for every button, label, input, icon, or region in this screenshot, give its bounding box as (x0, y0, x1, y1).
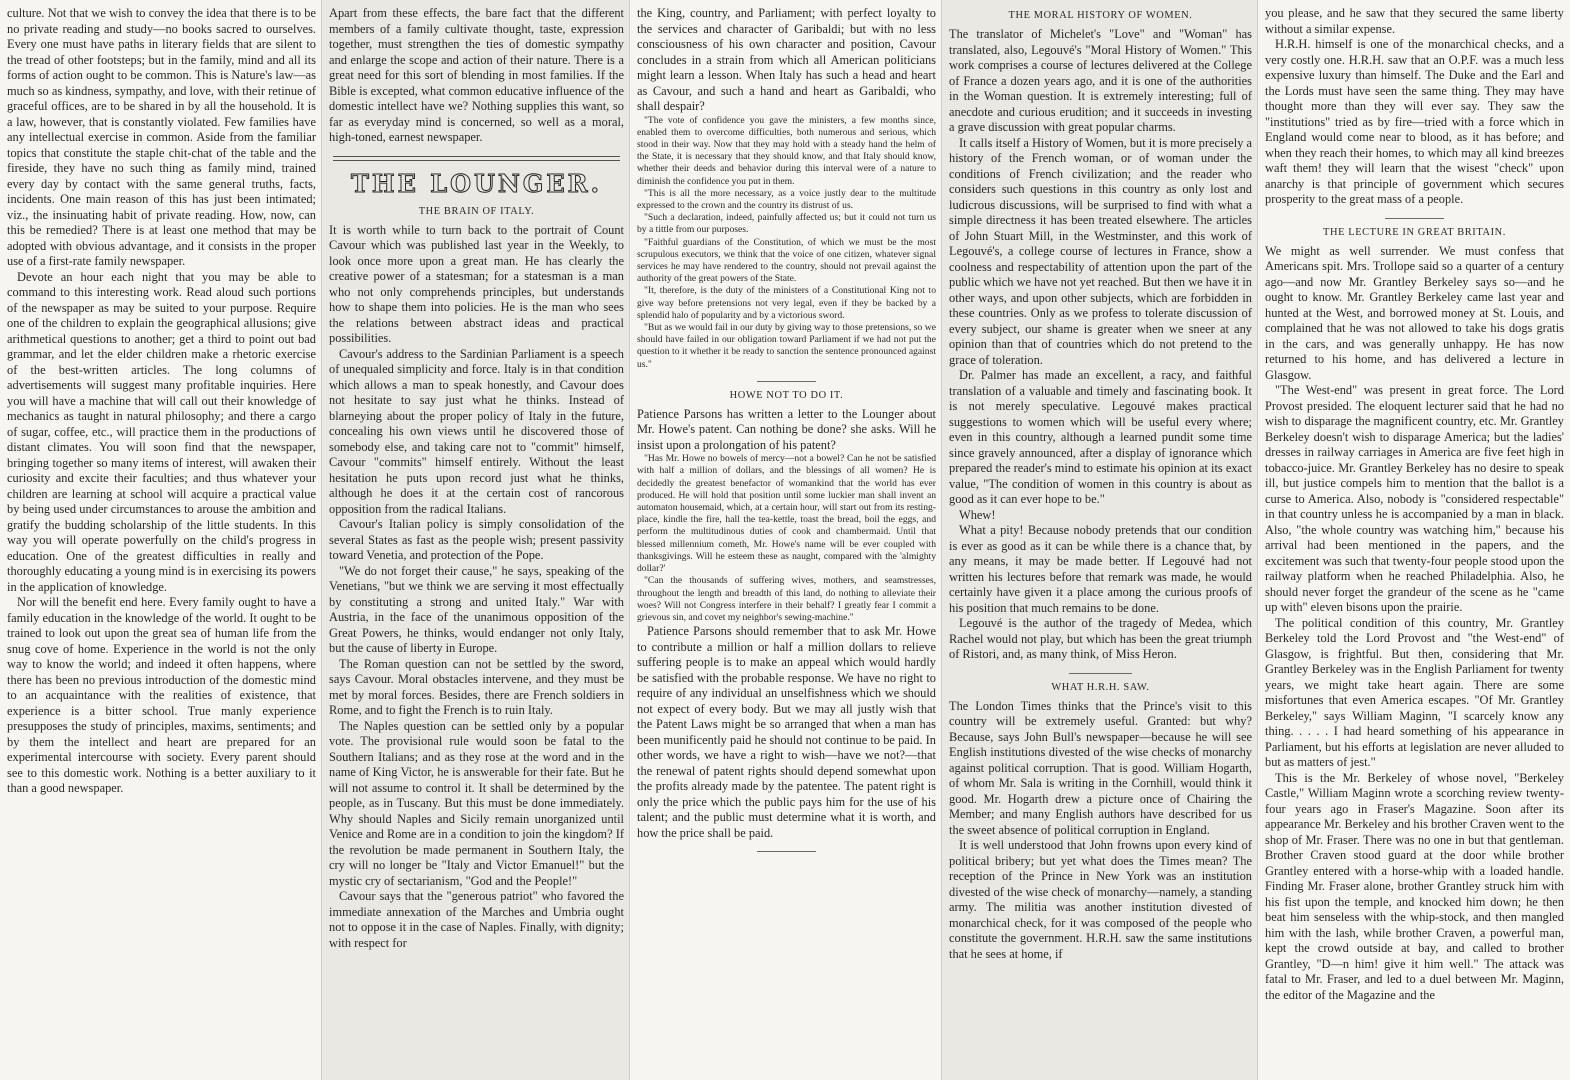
paragraph: H.R.H. himself is one of the monarchical checks, and a very costly one. H.R.H. saw that an O.P.F. was a much less expensive luxury than himself. The Duke and the Earl and the Lords must have seen the same thing. They may have thought more than they will ever say. They saw the "institutions" tried as by fire—tried with a force which in England would come near to blood, as it has before; and when they reach their homes, to which may all kind breezes waft them! they will learn that the wisest "check" upon anarchy is that principle of government which secures prosperity to the great mass of a people. (1265, 37, 1564, 206)
article-heading: THE BRAIN OF ITALY. (418, 205, 535, 217)
column-2 (322, 0, 630, 1080)
quote-paragraph: "Can the thousands of suffering wives, mothers, and seamstresses, throughout the length and breadth of this land, do nothing to alleviate their woes? Will not Congress interfere in their behalf? I greatly fear I commit a grievous sin, and covet my neighbor's sewing-machine." (637, 575, 936, 623)
paragraph: The Roman question can not be settled by the sword, says Cavour. Moral obstacles intervene, and they must be met by moral forces. Besides, there are French soldiers in Rome, and to fight the French is to ruin Italy. (329, 656, 624, 717)
quote-paragraph: "The vote of confidence you gave the ministers, a few months since, enabled them to overcome difficulties, both numerous and serious, which stood in their way. Now that they may hold with a steady hand the helm of the State, it is necessary that they should know, and that Italy should know, whether their deeds and behavior during this interval were of a nature to diminish the confidence you put in them. (637, 114, 936, 187)
paragraph: Whew! (959, 507, 996, 522)
paragraph: Cavour says that the "generous patriot" who favored the immediate annexation of the Marches and Umbria ought not to oppose it in the case of Naples. Finally, with dignity; with respect for (329, 889, 624, 950)
section-masthead: THE LOUNGER. (351, 168, 602, 198)
paragraph: Patience Parsons should remember that to ask Mr. Howe to contribute a million or half a million dollars to relieve suffering people is to make an appeal which would hardly be satisfied with the probable response. We have no right to require of any individual an unselfishness which we should not expect of every body. But we may all justly wish that the Patent Laws might be so arranged that when a man has been munificently paid he should not continue to be paid. In other words, we have a right to wish—have we not?—that the renewal of patent rights should depend somewhat upon the profits already made by the patentee. The patent right is only the price which the public pays him for the use of his talent; and the public must determine what it is worth, and how the price shall be paid. (637, 624, 936, 840)
paragraph: Cavour's address to the Sardinian Parliament is a speech of unequaled simplicity and force. Italy is in that condition which allows a man to speak honestly, and Cavour does not hesitate to say just what he thinks. Instead of blarneying about the proper policy of Italy in the future, concealing his own views until he discovered those of somebody else, and taking care not to "commit" himself, Cavour "commits" himself entirely. Without the least hesitation he puts upon record just what he thinks, although he does it at the certain cost of rancorous opposition from the radical Italians. (329, 346, 624, 516)
paragraph: "We do not forget their cause," he says, speaking of the Venetians, "but we think we are serving it most effectually by constituting a strong and united Italy." War with Austria, in the face of the unanimous opposition of the Great Powers, he thinks, would endanger not only Italy, but the cause of liberty in Europe. (329, 563, 624, 655)
quote-paragraph: "This is all the more necessary, as a voice justly dear to the multitude expressed to the crown and the country its distrust of us. (637, 187, 936, 211)
quote-paragraph: "It, therefore, is the duty of the ministers of a Constitutional King not to give way before pretensions not very legal, even if they be backed by a splendid halo of popularity and by a victorious sword. (637, 285, 936, 321)
paragraph: It is worth while to turn back to the portrait of Count Cavour which was published last year in the Weekly, to look once more upon a great man. He has clearly the creative power of a statesman; for a statesman is a man who not only comprehends principles, but understands how to shape them into policies. He is the man who sees the relations between abstract ideas and practical possibilities. (329, 222, 624, 345)
column-4 (942, 0, 1258, 1080)
paragraph: the King, country, and Parliament; with perfect loyalty to the services and character of Garibaldi; but with no less consciousness of his own character and position, Cavour concludes in a strain from which all American politicians might learn a lesson. When Italy has such a head and heart as Cavour, and such a hand and heart as Garibaldi, who shall despair? (637, 6, 936, 113)
section-rule (333, 156, 620, 161)
quote-paragraph: "Such a declaration, indeed, painfully affected us; but it could not turn us by a tittle from our purposes. (637, 212, 936, 236)
paragraph: It is well understood that John frowns upon every kind of political bribery; but yet what does the Times mean? The reception of the Prince in New York was an institution divested of the wise check of monarchy—namely, a standing army. The militia was another institution divested of monarchical check, for it was composed of the people who constitute the government. H.R.H. saw the same institutions that he sees at home, if (949, 838, 1252, 961)
paragraph: Cavour's Italian policy is simply consolidation of the several States as fast as the people wish; present passivity toward Venetia, and protection of the Pope. (329, 517, 624, 562)
article-heading: THE LECTURE IN GREAT BRITAIN. (1323, 226, 1506, 238)
quote-paragraph: "Has Mr. Howe no bowels of mercy—not a bowel? Can he not be satisfied with half a million of dollars, and the blessings of all women? He is decidedly the greatest benefactor of womankind that the world has ever produced. He will hold that position until some luckier man shall invent an automaton housemaid, which, at a certain hour, will start out from its resting-place, kindle the fire, hall the tea-kettle, toast the bread, boil the eggs, and perform the multitudinous duties of cook and chambermaid. Until that blessed millennium cometh, Mr. Howe's name will be ever coupled with thanksgivings. Will he esteem these as naught, compared with the 'almighty dollar?' (637, 453, 936, 575)
paragraph: Patience Parsons has written a letter to the Lounger about Mr. Howe's patent. Can nothing be done? she asks. Will he insist upon a prolongation of his patent? (637, 406, 936, 452)
section-rule (1069, 673, 1132, 674)
paragraph: "The West-end" was present in great force. The Lord Provost presided. The eloquent lecturer said that he had no wish to disparage the magnificent country, etc. Mr. Grantley Berkeley doesn't wish to disparage America; but the ladies' dresses in railway carriages in America are five feet high in tobacco-juice. Mr. Grantley Berkeley has no desire to speak ill, but justice compels him to mention that the ballot is a curse to America. Also, nobody is "considered respectable" in that country unless he is accompanied by a man in black. Also, "the whole country was watching him," because his arrival had been mentioned in the papers, and the excitement was such that twenty-four people stood upon the railway platform when he reached Philadelphia. Also, he should never forget the grandeur of the scene as he "came up with" eleven bisons upon the prairie. (1265, 383, 1564, 614)
section-rule (757, 381, 816, 382)
paragraph: The translator of Michelet's "Love" and "Woman" has translated, also, Legouvé's "Moral History of Women." This work comprises a course of lectures delivered at the College of France a dozen years ago, and it is one of the authorities in the Woman question. It is extremely interesting; full of anecdote and curious erudition; and it succeeds in investing a grave discussion with great popular charms. (949, 27, 1252, 134)
paragraph: It calls itself a History of Women, but it is more precisely a history of the French woman, or of woman under the conditions of French civilization; and the reader who considers such questions in this country as only lost and ludicrous discussions, will be surprised to find with what a simple directness it has been treated elsewhere. The articles of John Stuart Mill, in the Westminster, and this work of Legouvé's, a college course of lectures in France, show a coolness and respectability of attention upon the part of the public which we have not yet reached. But then we have it in other ways, and upon other subjects, which are forbidden in these countries. Only as we profess to tolerate discussion of every subject, our shame is greater when we sneer at any opinion than that of countries which do not pretend to the grace of toleration. (949, 135, 1252, 367)
paragraph: culture. Not that we wish to convey the idea that there is to be no private reading and study—no books sacred to ourselves. Every one must have paths in literary fields that are silent to the tread of other footsteps; but in the family, mind and all its forms of action ought to be common. This is Nature's law—as much so as kindness, sympathy, and love, with their retinue of graceful offices, are to be shared in by all the household. It is a law, however, that is constantly violated. Few families have any intellectual exercise in common. Aside from the familiar topics that constitute the staple chit-chat of the table and the fireside, they have no such thing as family mind, trained every day by contact with the same general truths, facts, incidents. One main reason of this has just been intimated; viz., the insinuating habit of private reading. How, now, can this be remedied? There is at least one method that may be adopted with obvious advantage, and it consists in the proper use of a first-rate family newspaper. (7, 6, 316, 268)
paragraph: you please, and he saw that they secured the same liberty without a similar expense. (1265, 6, 1564, 36)
quote-paragraph: "But as we would fail in our duty by giving way to those pretensions, so we should have failed in our obligation toward Parliament if we had not put the question to it whether it be ready to sanction the sentence pronounced against us." (637, 321, 936, 370)
article-heading: THE MORAL HISTORY OF WOMEN. (1008, 10, 1193, 21)
article-heading: WHAT H.R.H. SAW. (1051, 681, 1150, 693)
paragraph: We might as well surrender. We must confess that Americans spit. Mrs. Trollope said so a quarter of a century ago—and now Mr. Grantley Berkeley says so—and he ought to know. Mr. Grantley Berkeley came last year and hunted at the West, and borrowed money at St. Louis, and complained that he was not allowed to take his dogs gratis in the cars, and was generally unhappy. He has now returned to his home, and has delivered a lecture in Glasgow. (1265, 243, 1564, 382)
paragraph: What a pity! Because nobody pretends that our condition is ever as good as it can be while there is a chance that, by any means, it may be made better. If Legouvé had not written his lectures before that remark was made, he would certainly have given it a place among the curious proofs of his position that much remains to be done. (949, 523, 1252, 615)
paragraph: Devote an hour each night that you may be able to command to this interesting work. Read aloud such portions of the newspaper as may be suited to your purpose. Require one of the children to explain the geographical allusions; give arithmetical questions to another; get a third to point out bad grammar, and let the elder children make a rhetoric exercise of the best-written articles. The long columns of advertisements will suggest many profitable inquiries. Here you will have a machine that will call out their knowledge of mechanics as taught in natural philosophy; and there a cargo of sugar, coffee, etc., will practice them in the productions of distant climates. You will soon find that the newspaper, bringing together so many items of interest, will awaken their curiosity and excite their faculties; and thus whatever your children are learning at school will acquire a practical value by being used under circumstances to arouse the ambition and gratify the budding scholarship of the little students. In this way you will operate powerfully on the child's progress in education. One of the greatest difficulties in really and thoroughly educating a young mind is in exercising its powers in the application of knowledge. (7, 269, 316, 594)
column-5 (1258, 0, 1570, 1080)
article-heading: HOWE NOT TO DO IT. (729, 389, 844, 401)
paragraph: Apart from these effects, the bare fact that the different members of a family cultivate thought, taste, expression together, must strengthen the ties of domestic sympathy and enlarge the scope and action of their nature. There is a great need for this sort of blending in most families. If the Bible is excepted, what common educative influence of the domestic intellect have we? Nothing supplies this want, so far as everyday mind is concerned, so well as a moral, high-toned, earnest newspaper. (329, 6, 624, 144)
column-3 (630, 0, 942, 1080)
section-rule (757, 851, 816, 852)
quote-paragraph: "Faithful guardians of the Constitution, of which we must be the most scrupulous executors, we think that the voice of one citizen, whatever signal services he may have rendered to the country, should not prevail against the authority of the great powers of the State. (637, 236, 936, 285)
paragraph: This is the Mr. Berkeley of whose novel, "Berkeley Castle," William Maginn wrote a scorching review twenty-four years ago in Fraser's Magazine. Soon after its appearance Mr. Berkeley and his brother Craven went to the shop of Mr. Fraser. There was no one in but that gentleman. Brother Craven stood guard at the door while brother Grantley entered with a horse-whip with a loaded handle. Finding Mr. Fraser alone, brother Grantley struck him with his fist upon the temple, and knocked him down; he then beat him senseless with the whip-stock, and then mangled him with the lash, while brother Craven, a powerful man, kept the crowd outside at bay, and called to brother Grantley, "D—n him! give it him well." The attack was fatal to Mr. Fraser, and led to a duel between Mr. Maginn, the editor of the Magazine and the (1265, 770, 1564, 1002)
paragraph: Nor will the benefit end here. Every family ought to have a family education in the knowledge of the world. It ought to be trained to look out upon the great sea of human life from the snug cove of home. Experience in the world is not the only way to know the world; and indeed it often happens, where there has been no previous introduction of the domestic mind to an acquaintance with the realities of existence, that experience is a bitter school. True manly experience presupposes the study of principles, maxims, sentiments; and by them the intellect and heart are prepared for an experimental intercourse with society. Every parent should see to this domestic work. Nothing is a better auxiliary to it than a good newspaper. (7, 595, 316, 795)
paragraph: The political condition of this country, Mr. Grantley Berkeley told the Lord Provost and "the West-end" of Glasgow, is frightful. But then, considering that Mr. Grantley Berkeley was in the English Parliament for twenty years, we might take heart again. There are some misfortunes that even America escapes. "Of Mr. Grantley Berkeley," says William Maginn, "I scarcely know any thing. . . . . I had heard something of his appearance in Parliament, but his efforts at legislation are never alluded to but as matters of jest." (1265, 615, 1564, 769)
paragraph: Legouvé is the author of the tragedy of Medea, which Rachel would not play, but which has been the great triumph of Ristori, and, as many think, of Miss Heron. (949, 616, 1252, 661)
section-rule (1385, 218, 1444, 219)
column-1 (0, 0, 322, 1080)
paragraph: The Naples question can be settled only by a popular vote. The provisional rule would soon be fatal to the Southern Italians; and as they rose at the word and in the name of King Victor, he is answerable for their fate. But he will not assume to control it. It shall be determined by the people, as in Tuscany. But this must be done immediately. Why should Naples and Sicily remain unorganized until Venice and Rome are in a condition to join the kingdom? If the revolution be made permanent in Southern Italy, the cry will no longer be "Italy and Victor Emanuel!" but the mystic cry of sectarianism, "God and the People!" (329, 718, 624, 888)
paragraph: Dr. Palmer has made an excellent, a racy, and faithful translation of a valuable and timely and fascinating book. It is not merely speculative. Legouvé makes practical suggestions to women which will be useful every where; even in this country, although a learned pundit some time since gravely announced, after a display of ignorance which prepared the reader's mind to estimate his opinion at its exact value, "The condition of women in this country is about as good as it can ever hope to be." (949, 368, 1252, 506)
paragraph: The London Times thinks that the Prince's visit to this country will be extremely useful. Granted: but why? Because, says John Bull's newspaper—because he will see English institutions divested of the wise checks of monarchy against political corruption. That is good. William Hogarth, of whom Mr. Sala is writing in the Cornhill, would think it good. Mr. Hogarth drew a picture once of Chairing the Member; and many English authors have described for us the sweet absence of political corruption in England. (949, 698, 1252, 837)
